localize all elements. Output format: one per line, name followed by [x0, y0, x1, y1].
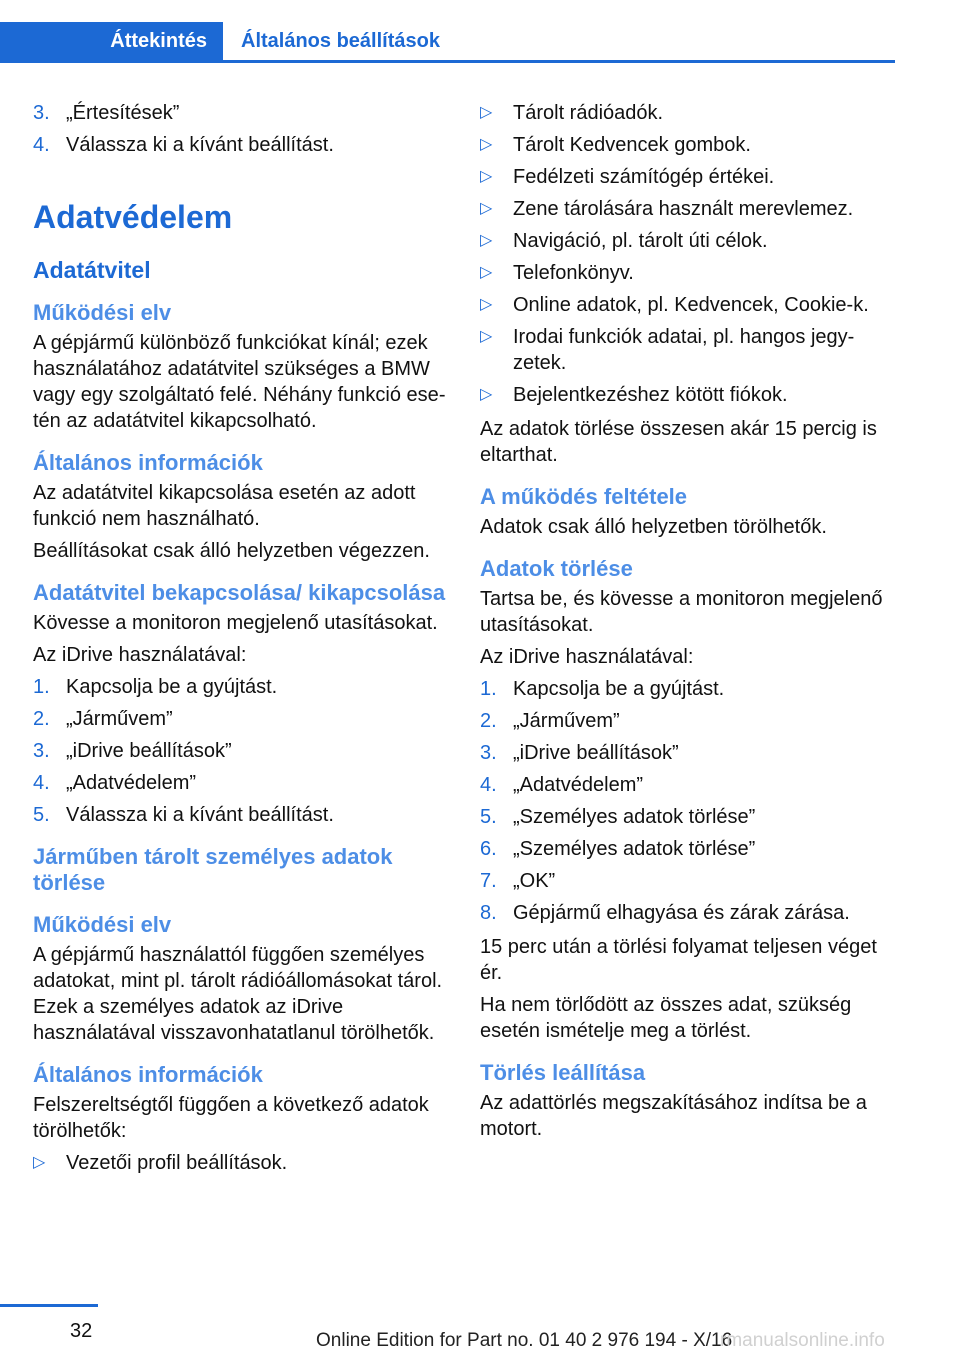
- triangle-right-icon: ▷: [480, 296, 493, 313]
- paragraph: Adatok csak álló helyzetben törölhetők.: [480, 516, 827, 538]
- step-text: Válassza ki a kívánt beállítást.: [66, 804, 334, 826]
- edition-note: Online Edition for Part no. 01 40 2 976 194 - X/16: [316, 1330, 733, 1351]
- triangle-right-icon: ▷: [480, 386, 493, 403]
- list-item: [33, 770, 448, 796]
- tab-overview[interactable]: Áttekintés: [0, 22, 223, 60]
- heading-general-info: Általános információk: [33, 450, 263, 475]
- section-title: Adatvédelem: [33, 199, 233, 235]
- step-number: 4.: [33, 772, 50, 794]
- step-number: 4.: [480, 774, 497, 796]
- list-item: [480, 382, 895, 408]
- step-text: Gépjármű elhagyása és zárak zárása.: [513, 902, 850, 924]
- bullet-text: Vezetői profil beállítások.: [66, 1152, 288, 1174]
- step-text: „Személyes adatok törlése”: [513, 806, 756, 828]
- triangle-right-icon: ▷: [480, 104, 493, 121]
- list-item: [480, 132, 895, 158]
- paragraph: A gépjármű különböző funkciókat kínál; ezek használatához adatátvitel szükséges a BMW vagy egy szolgáltató felé. Néhány funkció esetén az adatátvitel kikapcsolható.: [33, 332, 446, 432]
- header-divider: [0, 60, 895, 63]
- paragraph: Az iDrive használatával:: [480, 646, 694, 668]
- heading-working-principle: Működési elv: [33, 912, 172, 937]
- list-item: [33, 100, 448, 126]
- heading-working-principle: Működési elv: [33, 300, 172, 325]
- step-number: 5.: [480, 806, 497, 828]
- subsection-title: Adatátvitel: [33, 257, 151, 283]
- steps-list-top: [33, 100, 448, 158]
- bullet-text: Tárolt Kedvencek gombok.: [513, 134, 751, 156]
- list-item: [33, 674, 448, 700]
- heading-data-transfer-toggle: Adatátvitel bekapcsolása/ kikapcsolása: [33, 580, 446, 605]
- list-item: [33, 706, 448, 732]
- triangle-right-icon: ▷: [480, 136, 493, 153]
- triangle-right-icon: ▷: [480, 168, 493, 185]
- list-item: [33, 132, 448, 158]
- paragraph: Ha nem törlődött az összes adat, szükség esetén ismételje meg a törlést.: [480, 994, 852, 1042]
- list-item: [480, 292, 895, 318]
- list-item: [480, 164, 895, 190]
- step-text: „Értesítések”: [66, 102, 180, 124]
- step-text: „Adatvédelem”: [66, 772, 197, 794]
- list-item: [480, 324, 895, 376]
- list-item: [480, 196, 895, 222]
- triangle-right-icon: ▷: [33, 1154, 46, 1171]
- paragraph: Az iDrive használatával:: [33, 644, 247, 666]
- bullet-text: Tárolt rádióadók.: [513, 102, 664, 124]
- tab-general-settings[interactable]: Általános beállítások: [223, 22, 895, 60]
- triangle-right-icon: ▷: [480, 328, 493, 345]
- bullet-text: Zene tárolására használt merevlemez.: [513, 198, 854, 220]
- left-column: [33, 100, 448, 1184]
- watermark: rmanualsonline.info: [720, 1330, 885, 1351]
- paragraph: Beállításokat csak álló helyzetben végezzen.: [33, 540, 430, 562]
- step-number: 2.: [480, 710, 497, 732]
- step-number: 3.: [480, 742, 497, 764]
- bullet-text: Telefonkönyv.: [513, 262, 634, 284]
- step-text: „iDrive beállítások”: [513, 742, 679, 764]
- paragraph: Az adatátvitel kikapcsolása esetén az adott funkció nem használható.: [33, 482, 416, 530]
- paragraph: Kövesse a monitoron megjelenő utasításokat.: [33, 612, 438, 634]
- bullet-list: [480, 100, 895, 408]
- bullet-text: Online adatok, pl. Kedvencek, Cookie-k.: [513, 294, 869, 316]
- list-item: [33, 1150, 448, 1176]
- page-header: [0, 0, 960, 64]
- list-item: [480, 804, 895, 830]
- list-item: [480, 868, 895, 894]
- step-text: „OK”: [513, 870, 556, 892]
- paragraph: Az adatok törlése összesen akár 15 percig is eltarthat.: [480, 418, 877, 466]
- list-item: [33, 802, 448, 828]
- step-number: 8.: [480, 902, 497, 924]
- steps-list: [33, 674, 448, 828]
- bullet-list: [33, 1150, 448, 1176]
- step-text: „Adatvédelem”: [513, 774, 644, 796]
- paragraph: Az adattörlés megszakításához indítsa be a motort.: [480, 1092, 867, 1140]
- step-number: 1.: [33, 676, 50, 698]
- paragraph: Tartsa be, és kövesse a monitoron megjelenő utasításokat.: [480, 588, 883, 636]
- step-number: 7.: [480, 870, 497, 892]
- list-item: [480, 228, 895, 254]
- bullet-text: Irodai funkciók adatai, pl. hangos jegyzetek.: [513, 326, 855, 374]
- list-item: [480, 676, 895, 702]
- step-text: „Személyes adatok törlése”: [513, 838, 756, 860]
- heading-stop-deletion: Törlés leállítása: [480, 1060, 646, 1085]
- step-number: 3.: [33, 102, 50, 124]
- paragraph: A gépjármű használattól függően személyes adatokat, mint pl. tárolt rádióállomásokat tárol. Ezek a személyes adatok az iDrive használatával visszavonhatatlanul törölhetők.: [33, 944, 443, 1044]
- heading-delete-data: Adatok törlése: [480, 556, 633, 581]
- triangle-right-icon: ▷: [480, 232, 493, 249]
- footer-divider: [0, 1304, 98, 1307]
- right-column: [480, 100, 895, 1148]
- triangle-right-icon: ▷: [480, 264, 493, 281]
- bullet-text: Bejelentkezéshez kötött fiókok.: [513, 384, 788, 406]
- step-number: 2.: [33, 708, 50, 730]
- step-number: 1.: [480, 678, 497, 700]
- list-item: [480, 260, 895, 286]
- step-number: 3.: [33, 740, 50, 762]
- list-item: [480, 708, 895, 734]
- list-item: [480, 836, 895, 862]
- step-number: 6.: [480, 838, 497, 860]
- heading-general-info: Általános információk: [33, 1062, 263, 1087]
- heading-precondition: A működés feltétele: [480, 484, 688, 509]
- step-text: „iDrive beállítások”: [66, 740, 232, 762]
- bullet-text: Fedélzeti számítógép értékei.: [513, 166, 775, 188]
- step-number: 4.: [33, 134, 50, 156]
- list-item: [480, 740, 895, 766]
- step-text: Válassza ki a kívánt beállítást.: [66, 134, 334, 156]
- heading-delete-personal-data: Járműben tárolt személyes adatok törlése: [33, 844, 393, 895]
- list-item: [480, 900, 895, 926]
- list-item: [480, 100, 895, 126]
- triangle-right-icon: ▷: [480, 200, 493, 217]
- step-text: Kapcsolja be a gyújtást.: [66, 676, 278, 698]
- bullet-text: Navigáció, pl. tárolt úti célok.: [513, 230, 768, 252]
- step-text: Kapcsolja be a gyújtást.: [513, 678, 725, 700]
- list-item: [480, 772, 895, 798]
- step-text: „Járművem”: [66, 708, 173, 730]
- step-text: „Járművem”: [513, 710, 620, 732]
- paragraph: Felszereltségtől függően a következő adatok törölhetők:: [33, 1094, 429, 1142]
- page-number: 32: [70, 1320, 93, 1342]
- paragraph: 15 perc után a törlési folyamat teljesen véget ér.: [480, 936, 877, 984]
- steps-list: [480, 676, 895, 926]
- list-item: [33, 738, 448, 764]
- step-number: 5.: [33, 804, 50, 826]
